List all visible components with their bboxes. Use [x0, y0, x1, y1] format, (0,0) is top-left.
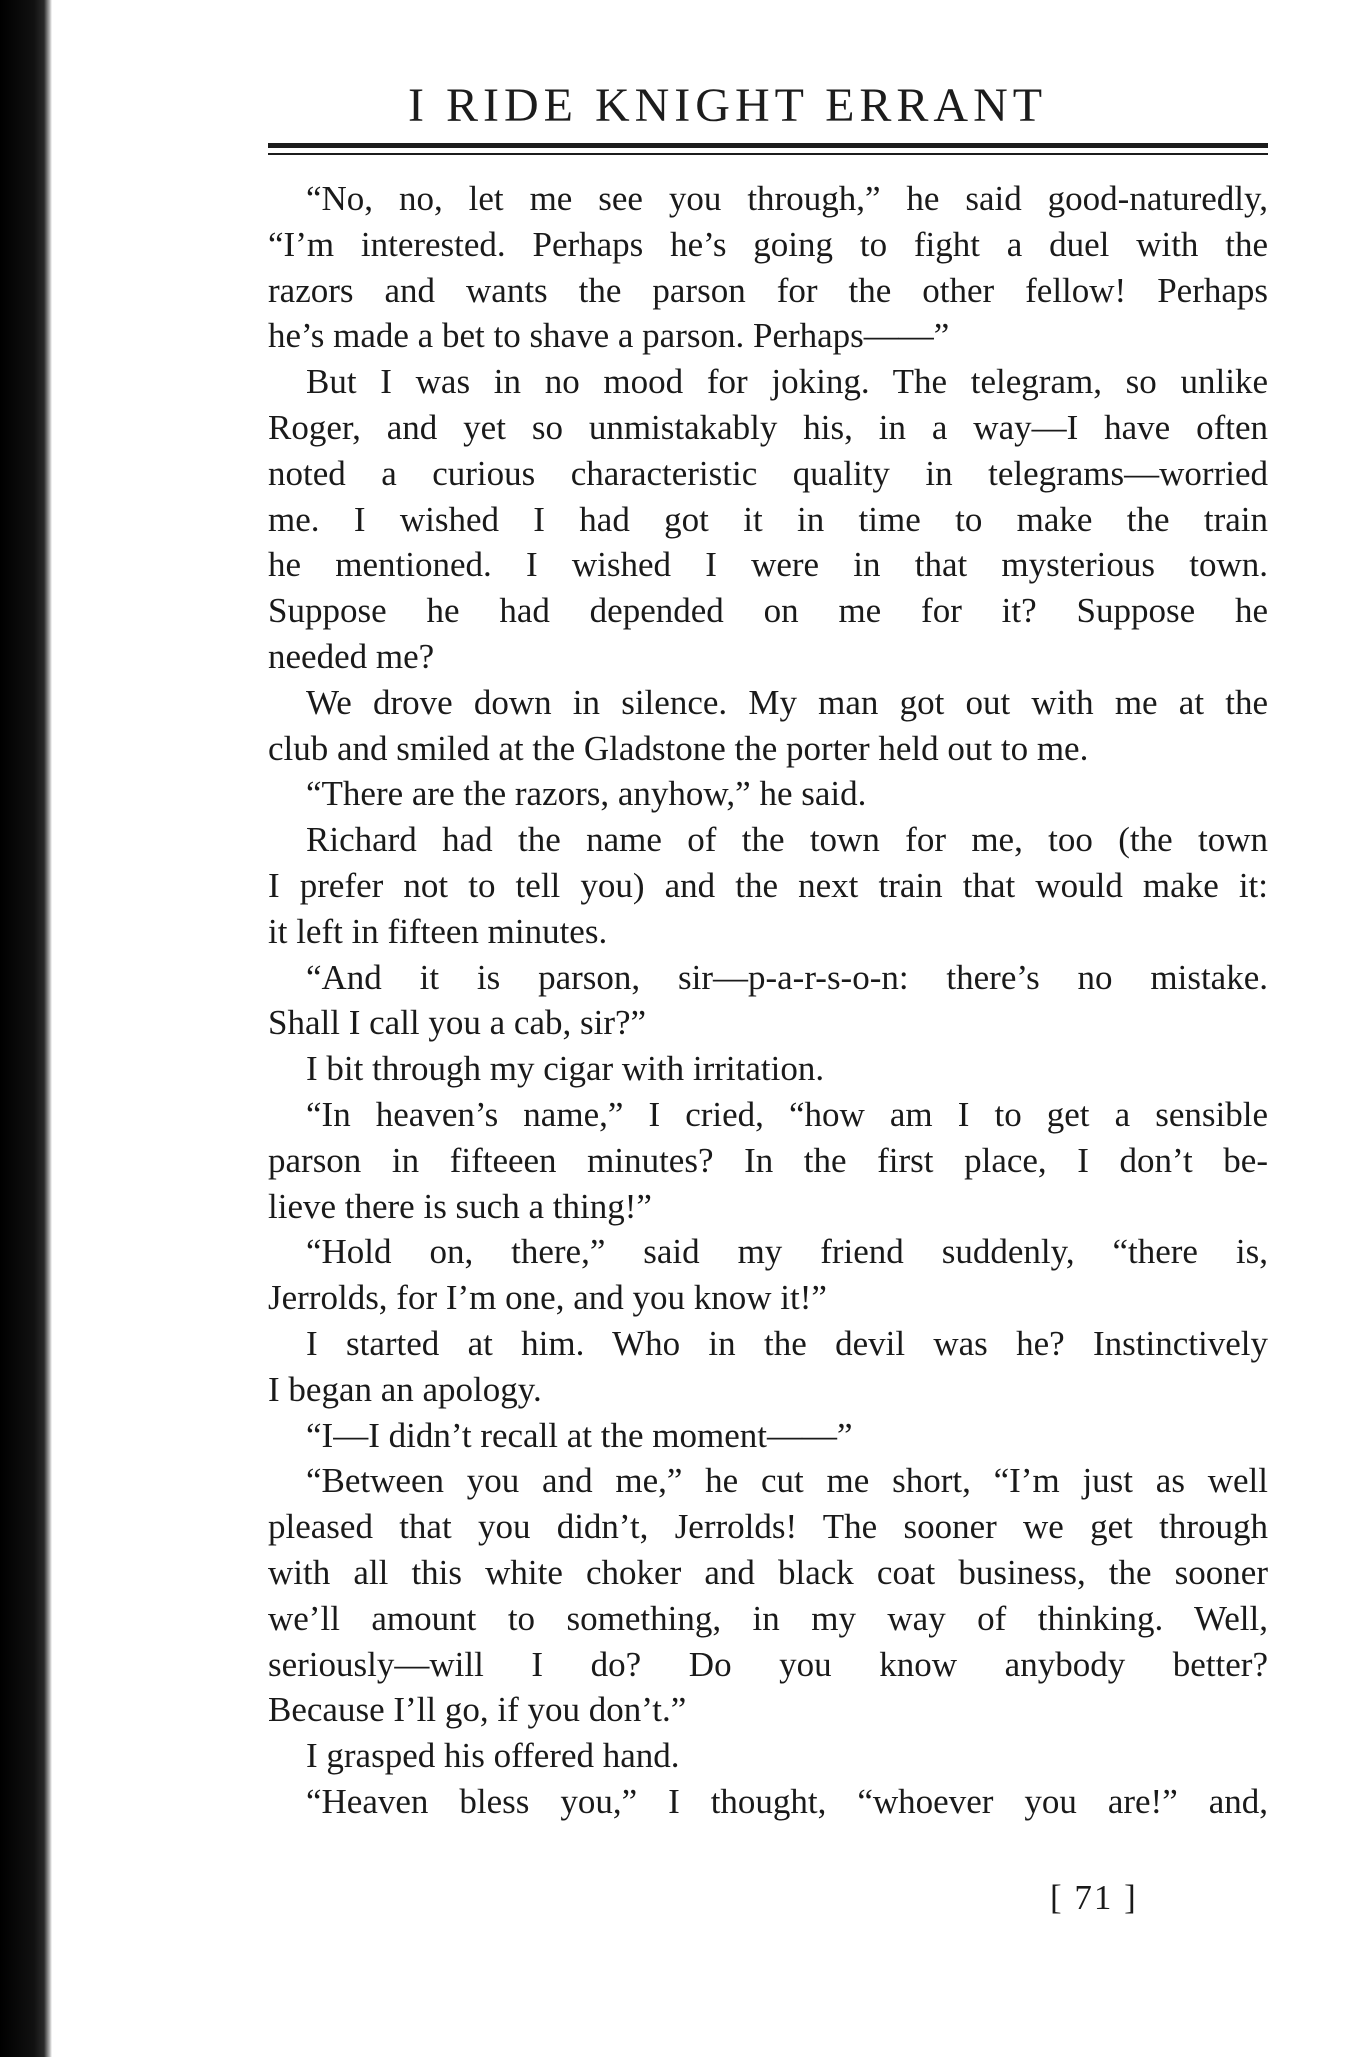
text-line: “No, no, let me see you through,” he said good-naturedly, [306, 179, 1268, 218]
page-number: [ 71 ] [1050, 1878, 1138, 1917]
text-line: club and smiled at the Gladstone the porter held out to me. [268, 728, 1089, 768]
text-line: noted a curious characteristic quality in telegrams—worried [268, 453, 1268, 493]
text-line: we’ll amount to something, in my way of thinking. Well, [268, 1598, 1268, 1638]
text-line: I prefer not to tell you) and the next train that would make it: [268, 865, 1268, 905]
text-line: he mentioned. I wished I were in that mysterious town. [268, 545, 1268, 585]
text-line: I began an apology. [268, 1369, 542, 1409]
book-spine-shadow [0, 0, 52, 2057]
text-line: Suppose he had depended on me for it? Suppose he [268, 591, 1268, 631]
header-rule-thick [268, 143, 1268, 148]
header-rule-thin [268, 153, 1268, 155]
text-line: I grasped his offered hand. [306, 1736, 680, 1776]
text-line: I started at him. Who in the devil was he? Instinctively [306, 1323, 1268, 1363]
text-line: “I—I didn’t recall at the moment——” [306, 1415, 853, 1455]
page-header [268, 76, 1268, 146]
text-line: We drove down in silence. My man got out with me at the [306, 682, 1268, 722]
text-line: lieve there is such a thing!” [268, 1186, 652, 1226]
text-line: me. I wished I had got it in time to make the train [268, 499, 1268, 539]
text-line: he’s made a bet to shave a parson. Perhaps——” [268, 316, 950, 356]
running-title: I RIDE KNIGHT ERRANT [408, 79, 1048, 132]
text-line: seriously—will I do? Do you know anybody better? [268, 1644, 1268, 1684]
text-line: “There are the razors, anyhow,” he said. [306, 774, 867, 814]
text-line: “Hold on, there,” said my friend suddenly, “there is, [306, 1232, 1268, 1272]
text-line: pleased that you didn’t, Jerrolds! The sooner we get through [268, 1507, 1268, 1547]
text-line: parson in fifteeen minutes? In the first place, I don’t be- [268, 1140, 1268, 1180]
text-line: “I’m interested. Perhaps he’s going to fight a duel with the [268, 224, 1268, 264]
text-line: “And it is parson, sir—p-a-r-s-o-n: there’s no mistake. [306, 957, 1268, 997]
text-line: Because I’ll go, if you don’t.” [268, 1690, 687, 1730]
text-line: Richard had the name of the town for me, too (the town [306, 820, 1268, 860]
body-text [268, 176, 1268, 1825]
text-line: Roger, and yet so unmistakably his, in a way—I have often [268, 407, 1268, 447]
text-line: needed me? [268, 636, 435, 676]
text-line: I bit through my cigar with irritation. [306, 1049, 825, 1089]
text-line: with all this white choker and black coat business, the sooner [268, 1552, 1268, 1592]
text-line: it left in fifteen minutes. [268, 911, 608, 951]
text-line: “Heaven bless you,” I thought, “whoever you are!” and, [306, 1781, 1268, 1821]
text-line: “In heaven’s name,” I cried, “how am I to get a sensible [306, 1094, 1268, 1134]
text-line: Jerrolds, for I’m one, and you know it!” [268, 1278, 827, 1318]
text-line: But I was in no mood for joking. The telegram, so unlike [306, 362, 1268, 402]
text-line: razors and wants the parson for the other fellow! Perhaps [268, 270, 1268, 310]
text-line: “Between you and me,” he cut me short, “I’m just as well [306, 1461, 1268, 1501]
text-line: Shall I call you a cab, sir?” [268, 1003, 647, 1043]
